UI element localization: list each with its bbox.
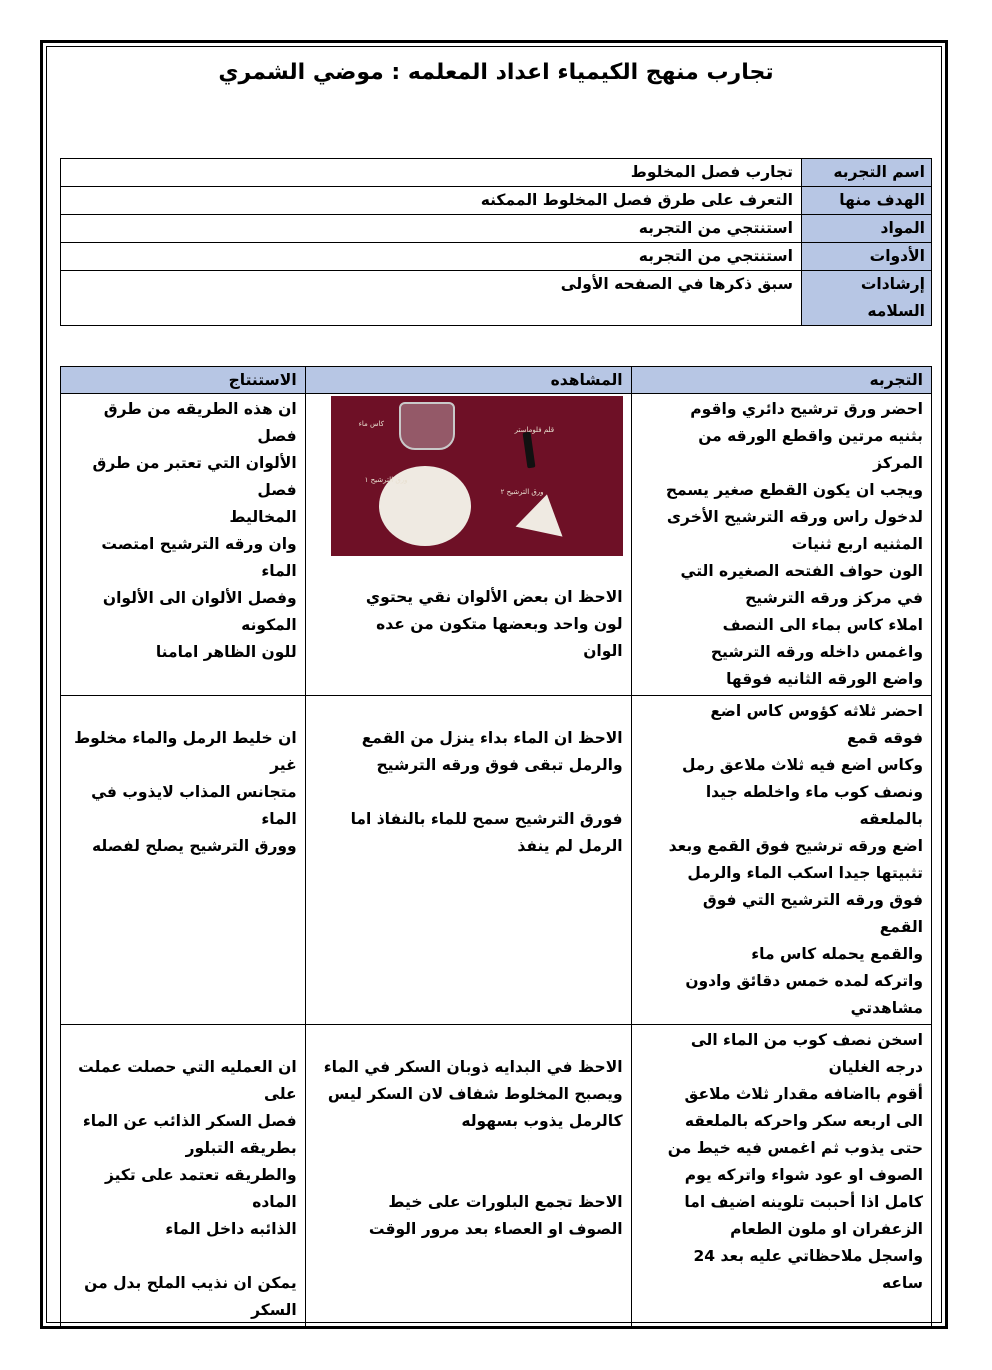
marker-pen [522, 432, 535, 469]
info-row-goal [61, 187, 932, 215]
experiment-cell: احضر ثلاثه كؤوس كاس اضع فوقه قمع وكاس اضع فيه ثلاث ملاعق رمل ونصف كوب ماء واخلطه جيدا بالملعقه اضع ورقه ترشيح فوق القمع وبعد تثبيتها جيدا اسكب الماء والرمل فوق ورقه الترشيح التي فوق القمع والقمع يحمله كاس ماء واتركه لمده خمس دقائق وادون مشاهدتي [631, 696, 931, 1025]
info-value: تجارب فصل المخلوط [61, 159, 802, 187]
info-value: استنتجي من التجربه [61, 243, 802, 271]
info-value: التعرف على طرق فصل المخلوط الممكنه [61, 187, 802, 215]
info-row-tools [61, 243, 932, 271]
info-label: إرشادات السلامه [802, 271, 932, 326]
water-glass [399, 402, 455, 450]
experiment-cell: احضر ورق ترشيح دائري واقوم بثنيه مرتين واقطع الورقه من المركز ويجب ان يكون القطع صغير يسمح لدخول راس ورقه الترشيح الأخرى المثنيه اربع ثنيات الون حواف الفتحه الصغيره التي في مركز ورقه الترشيح املاء كاس بماء الى النصف واغمس داخله ورقه الترشيح واضع الورقه الثانيه فوقها [631, 394, 931, 696]
photo-label-paper2: ورق الترشيح ٢ [500, 488, 544, 496]
photo-label-pen: قلم فلوماستر [514, 426, 555, 434]
observation-cell [305, 394, 631, 696]
info-row-materials [61, 215, 932, 243]
conclusion-cell: ان خليط الرمل والماء مخلوط غير متجانس المذاب لايذوب في الماء وورق الترشيح يصلح لفصله [61, 696, 306, 1025]
info-label: اسم التجربه [802, 159, 932, 187]
info-label: الأدوات [802, 243, 932, 271]
observation-text: الاحظ ان بعض الألوان نقي يحتوي لون واحد وبعضها متكون من عده الوان [365, 588, 623, 660]
header-observation: المشاهده [305, 367, 631, 394]
experiments-table [60, 366, 932, 1327]
experiment-cell: اسخن نصف كوب من الماء الى درجه الغليان أقوم بااضافه مقدار ثلاث ملاعق الى اربعه سكر واحركه بالملعقه حتى يذوب ثم اغمس فيه خيط من الصوف او عود شواء واتركه يوم كامل اذا أحببت تلوينه اضيف اما الزعفران او ملون الطعام واسجل ملاحظاتي عليه بعد 24 ساعه [631, 1025, 931, 1327]
header-conclusion: الاستنتاج [61, 367, 306, 394]
table-row [61, 394, 932, 696]
info-value: استنتجي من التجربه [61, 215, 802, 243]
observation-cell: الاحظ في البدايه ذوبان السكر في الماء ويصبح المخلوط شفاف لان السكر ليس كالرمل يذوب بسهوله الاحظ تجمع البلورات على خيط الصوف او العصاء بعد مرور الوقت [305, 1025, 631, 1327]
observation-cell: الاحظ ان الماء بداء ينزل من القمع والرمل تبقى فوق ورقه الترشيح فورق الترشيح سمح للماء بالنفاذ اما الرمل لم ينفذ [305, 696, 631, 1025]
table-row [61, 696, 932, 1025]
filter-paper-photo [331, 396, 623, 556]
info-value: سبق ذكرها في الصفحه الأولى [61, 271, 802, 326]
experiment-info-table [60, 158, 932, 326]
header-experiment: التجربه [631, 367, 931, 394]
info-row-safety [61, 271, 932, 326]
conclusion-cell: ان العمليه التي حصلت عملت على فصل السكر الذائب عن الماء بطريقه التبلور والطريقه تعتمد على تكيز الماده الذائبه داخل الماء يمكن ان نذيب الملح بدل من السكر [61, 1025, 306, 1327]
info-label: الهدف منها [802, 187, 932, 215]
info-label: المواد [802, 215, 932, 243]
conclusion-cell: ان هذه الطريقه من طرق فصل الألوان التي تعتبر من طرق فصل المخاليط وان ورقه الترشيح امتصت الماء وفصل الألوان الى الألوان المكونه للون الظاهر امامنا [61, 394, 306, 696]
table-row [61, 1025, 932, 1327]
photo-label-paper1: ورق الترشيح ١ [364, 476, 408, 484]
filter-paper-cone [515, 489, 570, 536]
info-row-name [61, 159, 932, 187]
page-title: تجارب منهج الكيمياء اعداد المعلمه : موضي الشمري [218, 60, 774, 85]
photo-label-glass: كاس ماء [358, 420, 385, 428]
table-header-row [61, 367, 932, 394]
